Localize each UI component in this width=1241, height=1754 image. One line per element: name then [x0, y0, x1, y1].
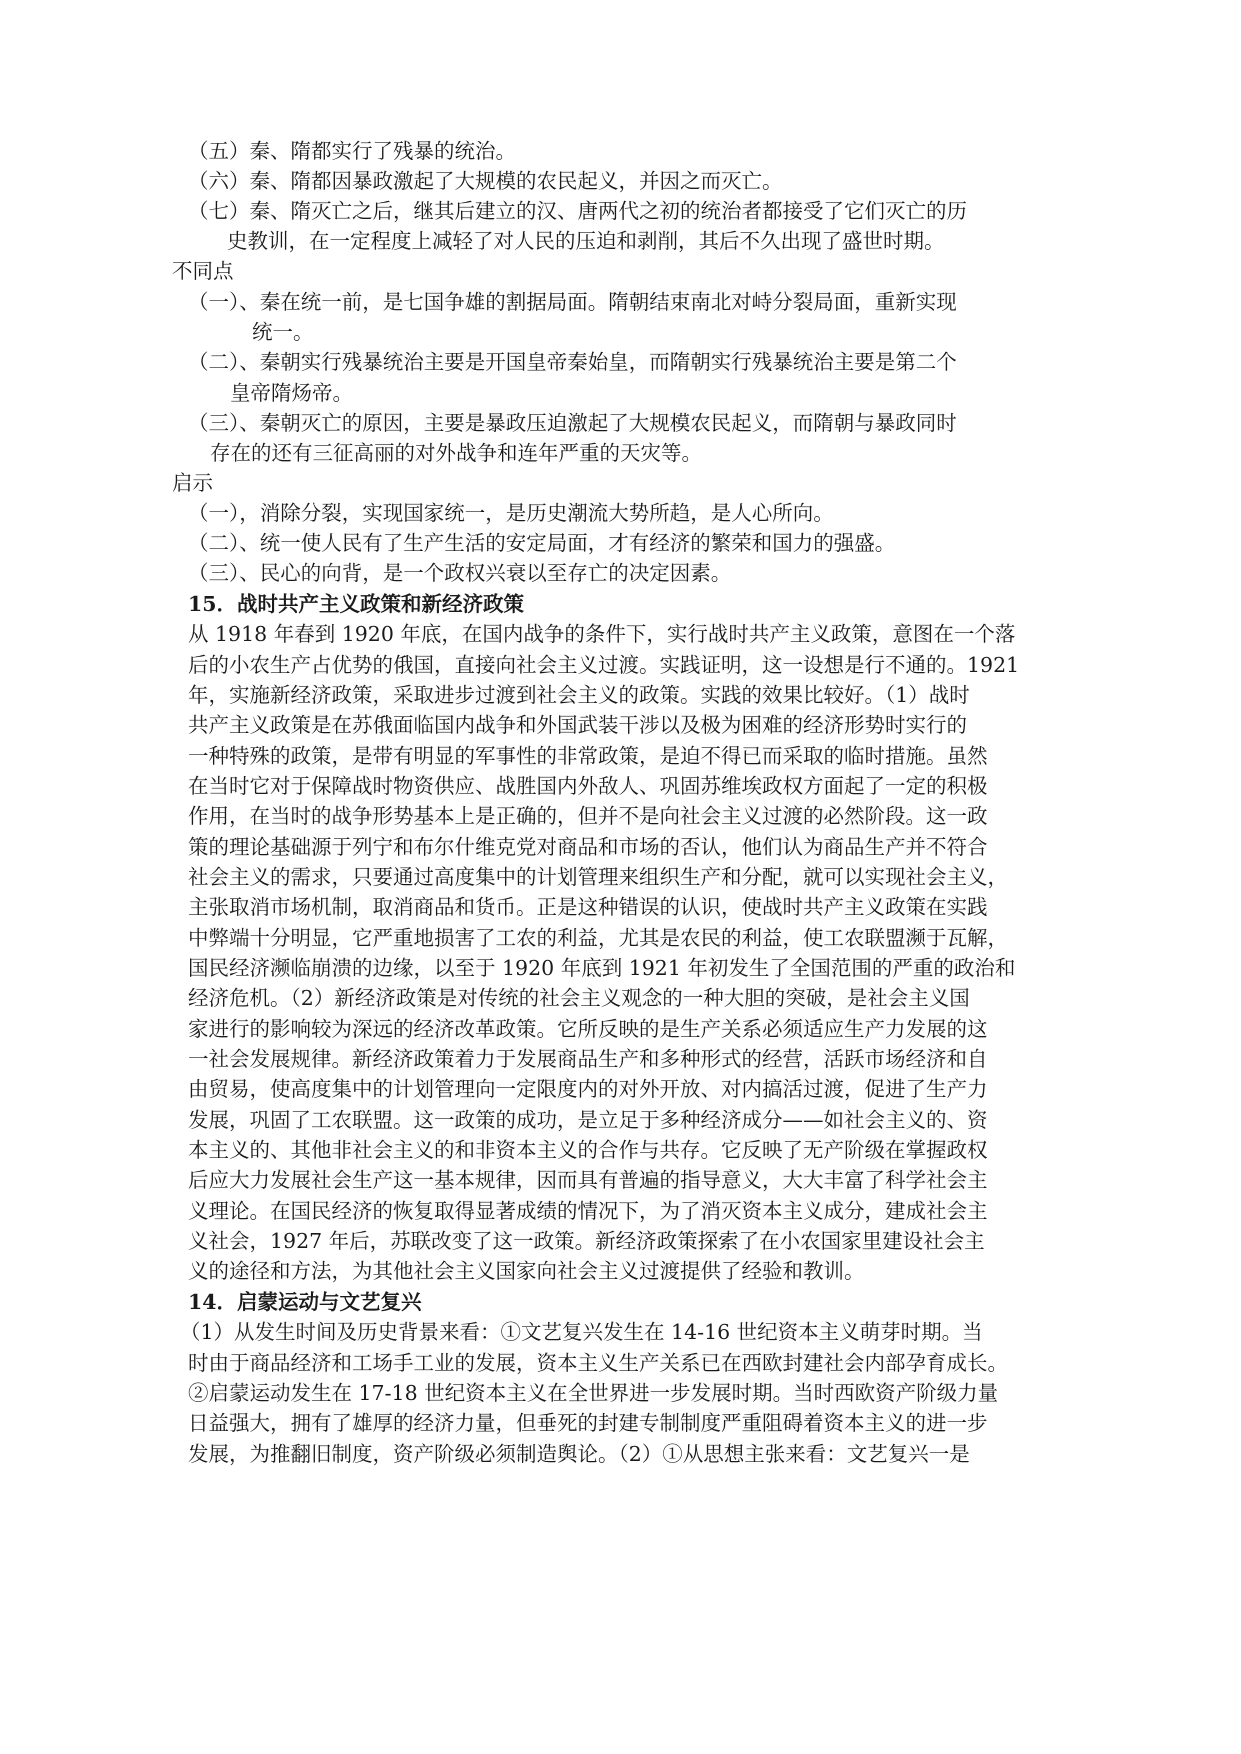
- text-line: （二）、秦朝实行残暴统治主要是开国皇帝秦始皇，而隋朝实行残暴统治主要是第二个: [188, 350, 957, 374]
- text-line: 从 1918 年春到 1920 年底，在国内战争的条件下，实行战时共产主义政策，意图在一个落: [188, 622, 1016, 646]
- section-heading: 14．启蒙运动与文艺复兴: [188, 1290, 422, 1314]
- text-line: 发展，巩固了工农联盟。这一政策的成功，是立足于多种经济成分——如社会主义的、资: [188, 1108, 988, 1132]
- text-line: 中弊端十分明显，它严重地损害了工农的利益，尤其是农民的利益，使工农联盟濒于瓦解，: [188, 926, 1008, 950]
- text-line: 史教训，在一定程度上减轻了对人民的压迫和剥削，其后不久出现了盛世时期。: [227, 229, 945, 253]
- text-line: 一种特殊的政策，是带有明显的军事性的非常政策，是迫不得已而采取的临时措施。虽然: [188, 744, 988, 768]
- text-line: （二）、统一使人民有了生产生活的安定局面，才有经济的繁荣和国力的强盛。: [188, 531, 896, 555]
- text-line: 义理论。在国民经济的恢复取得显著成绩的情况下，为了消灭资本主义成分，建成社会主: [188, 1199, 988, 1223]
- text-line: 时由于商品经济和工场手工业的发展，资本主义生产关系已在西欧封建社会内部孕育成长。: [188, 1351, 1008, 1375]
- section-label: 启示: [172, 471, 213, 495]
- text-line: 皇帝隋炀帝。: [230, 381, 353, 405]
- text-line: 国民经济濒临崩溃的边缘，以至于 1920 年底到 1921 年初发生了全国范围的严重的政治和: [188, 956, 1016, 980]
- text-line: 发展，为推翻旧制度，资产阶级必须制造舆论。（2）①从思想主张来看：文艺复兴一是: [188, 1442, 970, 1466]
- text-line: 存在的还有三征高丽的对外战争和连年严重的天灾等。: [210, 441, 702, 465]
- text-line: （六）秦、隋都因暴政激起了大规模的农民起义，并因之而灭亡。: [188, 169, 783, 193]
- text-line: 年，实施新经济政策，采取进步过渡到社会主义的政策。实践的效果比较好。（1）战时: [188, 683, 970, 707]
- text-line: 义社会，1927 年后，苏联改变了这一政策。新经济政策探索了在小农国家里建设社会主: [188, 1229, 985, 1253]
- section-heading: 15．战时共产主义政策和新经济政策: [188, 592, 525, 616]
- text-line: 统一。: [252, 320, 314, 344]
- text-line: （1）从发生时间及历史背景来看：①文艺复兴发生在 14-16 世纪资本主义萌芽时期。当: [180, 1320, 983, 1344]
- text-line: 日益强大，拥有了雄厚的经济力量，但垂死的封建专制制度严重阻碍着资本主义的进一步: [188, 1411, 988, 1435]
- text-line: 后的小农生产占优势的俄国，直接向社会主义过渡。实践证明，这一设想是行不通的。1921: [188, 653, 1020, 677]
- text-line: 作用，在当时的战争形势基本上是正确的，但并不是向社会主义过渡的必然阶段。这一政: [188, 804, 988, 828]
- text-line: （三）、民心的向背，是一个政权兴衰以至存亡的决定因素。: [188, 561, 732, 585]
- text-line: 主张取消市场机制，取消商品和货币。正是这种错误的认识，使战时共产主义政策在实践: [188, 895, 988, 919]
- text-line: （三）、秦朝灭亡的原因，主要是暴政压迫激起了大规模农民起义，而隋朝与暴政同时: [188, 411, 957, 435]
- text-line: 本主义的、其他非社会主义的和非资本主义的合作与共存。它反映了无产阶级在掌握政权: [188, 1138, 988, 1162]
- text-line: 义的途径和方法，为其他社会主义国家向社会主义过渡提供了经验和教训。: [188, 1259, 865, 1283]
- text-line: （一），消除分裂，实现国家统一，是历史潮流大势所趋，是人心所向。: [188, 501, 834, 525]
- text-line: 后应大力发展社会生产这一基本规律，因而具有普遍的指导意义，大大丰富了科学社会主: [188, 1168, 988, 1192]
- text-line: （一）、秦在统一前，是七国争雄的割据局面。隋朝结束南北对峙分裂局面，重新实现: [188, 290, 957, 314]
- text-line: （七）秦、隋灭亡之后，继其后建立的汉、唐两代之初的统治者都接受了它们灭亡的历: [188, 199, 967, 223]
- text-line: ②启蒙运动发生在 17-18 世纪资本主义在全世界进一步发展时期。当时西欧资产阶级力量: [188, 1381, 999, 1405]
- text-line: 家进行的影响较为深远的经济改革政策。它所反映的是生产关系必须适应生产力发展的这: [188, 1017, 988, 1041]
- text-line: 一社会发展规律。新经济政策着力于发展商品生产和多种形式的经营，活跃市场经济和自: [188, 1047, 988, 1071]
- text-line: （五）秦、隋都实行了残暴的统治。: [188, 139, 516, 163]
- text-line: 在当时它对于保障战时物资供应、战胜国内外敌人、巩固苏维埃政权方面起了一定的积极: [188, 774, 988, 798]
- text-line: 策的理论基础源于列宁和布尔什维克党对商品和市场的否认，他们认为商品生产并不符合: [188, 835, 988, 859]
- section-label: 不同点: [172, 259, 234, 283]
- text-line: 经济危机。（2）新经济政策是对传统的社会主义观念的一种大胆的突破，是社会主义国: [188, 986, 970, 1010]
- text-line: 共产主义政策是在苏俄面临国内战争和外国武装干涉以及极为困难的经济形势时实行的: [188, 713, 967, 737]
- text-line: 社会主义的需求，只要通过高度集中的计划管理来组织生产和分配，就可以实现社会主义，: [188, 865, 1008, 889]
- text-line: 由贸易，使高度集中的计划管理向一定限度内的对外开放、对内搞活过渡，促进了生产力: [188, 1077, 988, 1101]
